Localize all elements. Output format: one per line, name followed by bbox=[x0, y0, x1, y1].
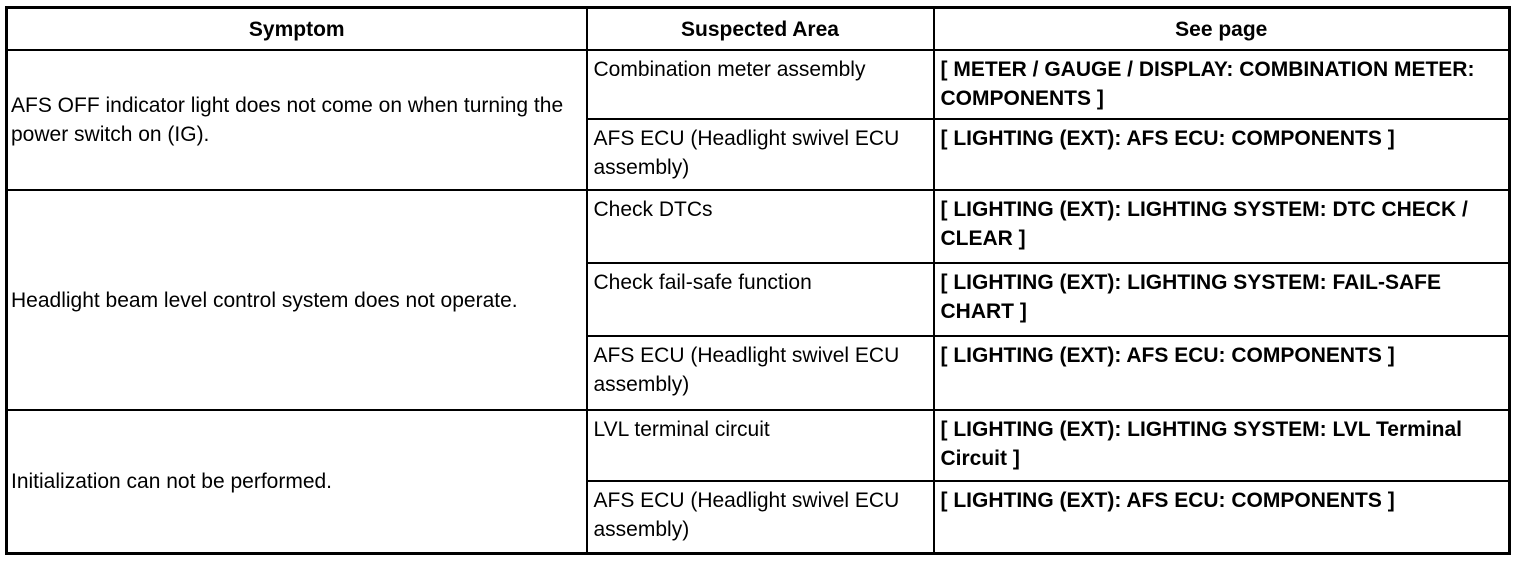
suspected-area-cell: AFS ECU (Headlight swivel ECU assembly) bbox=[587, 119, 934, 190]
suspected-area-cell: LVL terminal circuit bbox=[587, 410, 934, 481]
see-page-link[interactable]: [ LIGHTING (EXT): AFS ECU: COMPONENTS ] bbox=[934, 481, 1510, 553]
see-page-link[interactable]: [ LIGHTING (EXT): AFS ECU: COMPONENTS ] bbox=[934, 119, 1510, 190]
symptom-cell: Initialization can not be performed. bbox=[7, 410, 587, 553]
table-row bbox=[7, 410, 1510, 481]
table-row bbox=[7, 50, 1510, 119]
see-page-link[interactable]: [ LIGHTING (EXT): LIGHTING SYSTEM: DTC CHECK / CLEAR ] bbox=[934, 190, 1510, 263]
suspected-area-cell: AFS ECU (Headlight swivel ECU assembly) bbox=[587, 481, 934, 553]
symptom-cell: AFS OFF indicator light does not come on when turning the power switch on (IG). bbox=[7, 50, 587, 190]
suspected-area-cell: AFS ECU (Headlight swivel ECU assembly) bbox=[587, 336, 934, 410]
suspected-area-cell: Check DTCs bbox=[587, 190, 934, 263]
header-row bbox=[7, 8, 1510, 51]
see-page-link[interactable]: [ METER / GAUGE / DISPLAY: COMBINATION METER: COMPONENTS ] bbox=[934, 50, 1510, 119]
header-symptom: Symptom bbox=[7, 8, 587, 51]
see-page-link[interactable]: [ LIGHTING (EXT): LIGHTING SYSTEM: FAIL-SAFE CHART ] bbox=[934, 263, 1510, 336]
see-page-link[interactable]: [ LIGHTING (EXT): LIGHTING SYSTEM: LVL Terminal Circuit ] bbox=[934, 410, 1510, 481]
suspected-area-cell: Check fail-safe function bbox=[587, 263, 934, 336]
symptom-table bbox=[5, 6, 1511, 555]
symptom-cell: Headlight beam level control system does not operate. bbox=[7, 190, 587, 410]
header-suspected-area: Suspected Area bbox=[587, 8, 934, 51]
table-row bbox=[7, 190, 1510, 263]
header-see-page: See page bbox=[934, 8, 1510, 51]
see-page-link[interactable]: [ LIGHTING (EXT): AFS ECU: COMPONENTS ] bbox=[934, 336, 1510, 410]
suspected-area-cell: Combination meter assembly bbox=[587, 50, 934, 119]
